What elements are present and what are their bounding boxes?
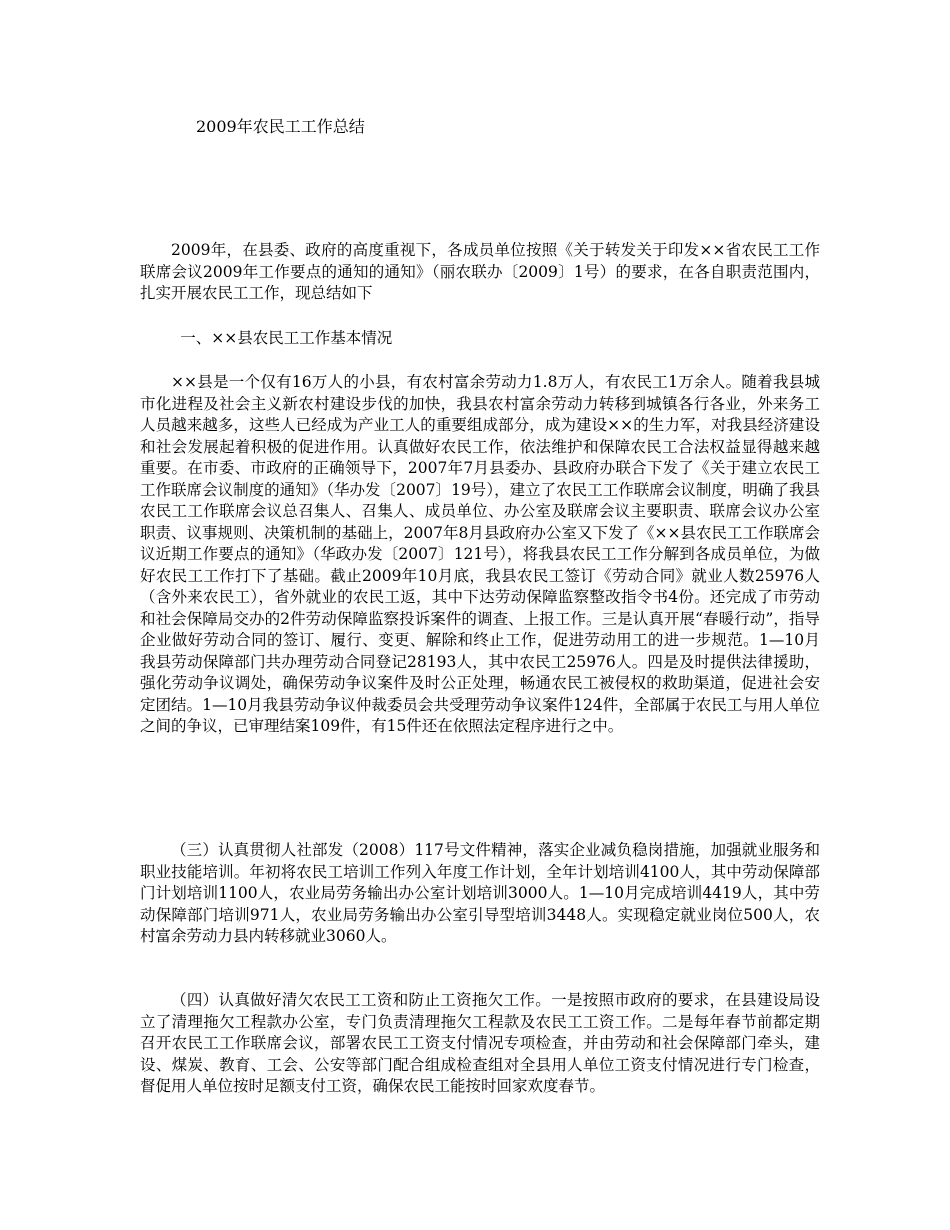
document-title: 2009年农民工工作总结 xyxy=(196,117,365,136)
intro-paragraph: 2009年，在县委、政府的高度重视下，各成员单位按照《关于转发关于印发××省农民工工作联席会议2009年工作要点的通知的通知》（丽农联办〔2009〕1号）的要求，在各自职责范围内，扎实开展农民工工作，现总结如下 xyxy=(140,241,820,302)
basic-situation-paragraph: ××县是一个仅有16万人的小县，有农村富余劳动力1.8万人，有农民工1万余人。随着我县城市化进程及社会主义新农村建设步伐的加快，我县农村富余劳动力转移到城镇各行各业，外来务工人员越来越多，这些人已经成为产业工人的重要组成部分，成为建设××的生力军，对我县经济建设和社会发展起着积极的促进作用。认真做好农民工作，依法维护和保障农民工合法权益显得越来越重要。在市委、市政府的正确领导下，2007年7月县委办、县政府办联合下发了《关于建立农民工工作联席会议制度的通知》（华办发〔2007〕19号），建立了农民工工作联席会议制度，明确了我县农民工工作联席会议总召集人、召集人、成员单位、办公室及联席会议主要职责、联席会议办公室职责、议事规则、决策机制的基础上，2007年8月县政府办公室又下发了《××县农民工工作联席会议近期工作要点的通知》（华政办发〔2007〕121号），将我县农民工工作分解到各成员单位，为做好农民工工作打下了基础。截止2009年10月底，我县农民工签订《劳动合同》就业人数25976人（含外来农民工），省外就业的农民工返，其中下达劳动保障监察整改指令书4份。还完成了市劳动和社会保障局交办的2件劳动保障监察投诉案件的调查、上报工作。三是认真开展“春暖行动”，指导企业做好劳动合同的签订、履行、变更、解除和终止工作，促进劳动用工的进一步规范。1—10月我县劳动保障部门共办理劳动合同登记28193人，其中农民工25976人。四是及时提供法律援助，强化劳动争议调处，确保劳动争议案件及时公正处理，畅通农民工被侵权的救助渠道，促进社会安定团结。1—10月我县劳动争议仲裁委员会共受理劳动争议案件124件，全部属于农民工与用人单位之间的争议，已审理结案109件，有15件还在依照法定程序进行之中。 xyxy=(140,373,820,735)
section-1-heading: 一、××县农民工工作基本情况 xyxy=(180,329,393,347)
section-3-paragraph: （三）认真贯彻人社部发（2008）117号文件精神，落实企业减负稳岗措施，加强就业服务和职业技能培训。年初将农民工培训工作列入年度工作计划，全年计划培训4100人，其中劳动保障部门计划培训1100人，农业局劳务输出办公室计划培训3000人。1—10月完成培训4419人，其中劳动保障部门培训971人，农业局劳务输出办公室引导型培训3448人。实现稳定就业岗位500人，农村富余劳动力县内转移就业3060人。 xyxy=(140,841,820,945)
section-4-paragraph: （四）认真做好清欠农民工工资和防止工资拖欠工作。一是按照市政府的要求，在县建设局设立了清理拖欠工程款办公室，专门负责清理拖欠工程款及农民工工资工作。二是每年春节前都定期召开农民工工作联席会议，部署农民工工资支付情况专项检查，并由劳动和社会保障部门牵头，建设、煤炭、教育、工会、公安等部门配合组成检查组对全县用人单位工资支付情况进行专门检查，督促用人单位按时足额支付工资，确保农民工能按时回家欢度春节。 xyxy=(140,991,820,1095)
